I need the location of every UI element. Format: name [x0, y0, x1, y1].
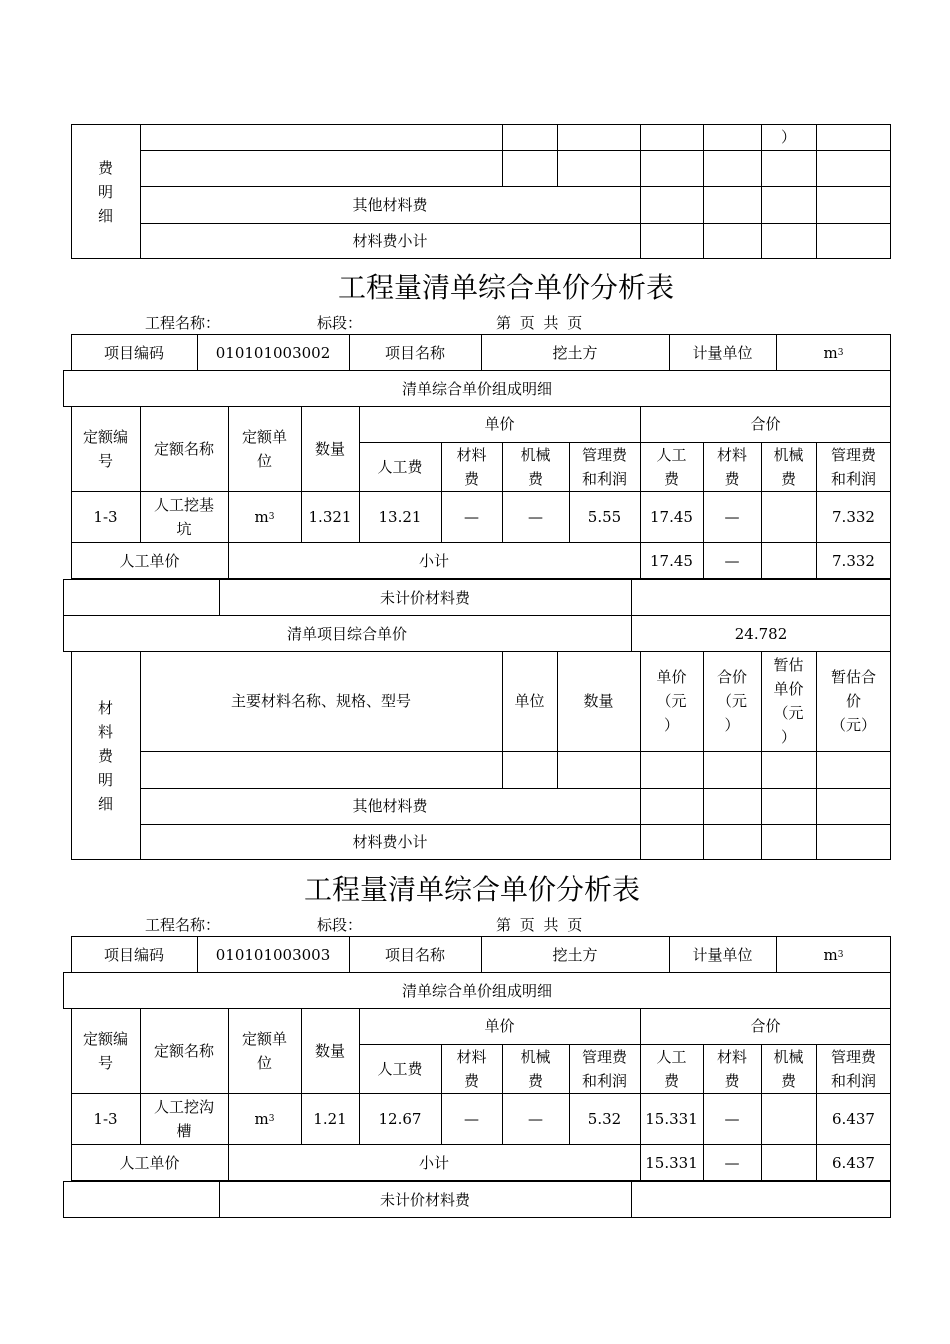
subtotal-label: 小计 [418, 551, 449, 570]
est-unit-price-header: 暂估 单价 （元 ） [773, 656, 804, 746]
row-quota-no: 1-3 [93, 1109, 118, 1128]
row-total-machine [761, 1093, 816, 1144]
unit-price-header: 单价 [484, 1017, 515, 1035]
project-code-value: 010101003002 [215, 343, 331, 362]
row-total-material: — [724, 1109, 740, 1128]
subtotal-machine [761, 542, 816, 579]
row-machine: — [528, 1109, 543, 1128]
subtotal-mgmt: 6.437 [832, 1153, 875, 1172]
total-price-header: 合价 [750, 1017, 781, 1035]
subtotal-machine [761, 1144, 816, 1181]
material-subtotal-label: 材料费小计 [352, 232, 428, 250]
fee-detail-side-label: 费 明 细 [97, 158, 113, 225]
row-labor: 13.21 [378, 507, 422, 526]
total-machine-header: 机械 费 [773, 445, 804, 488]
unpriced-material-label: 未计价材料费 [379, 588, 470, 607]
total-mgmt-header: 管理费 和利润 [830, 1047, 876, 1090]
row-total-machine [761, 491, 816, 542]
project-code-label: 项目编码 [103, 343, 164, 362]
quota-unit-header: 定额单 位 [241, 427, 287, 470]
mgmt-header: 管理费 和利润 [581, 445, 627, 488]
measure-unit-value: m 3 [823, 945, 844, 964]
row-quantity: 1.321 [308, 507, 352, 526]
mgmt-header: 管理费 和利润 [581, 1047, 627, 1090]
row-total-mgmt: 7.332 [832, 507, 875, 526]
machine-header: 机械 费 [520, 445, 551, 488]
subtotal-material: — [724, 551, 740, 570]
mat-unit-header: 单位 [514, 692, 545, 710]
subtotal-labor: 15.331 [645, 1153, 698, 1172]
labor-unit-price-label: 人工单价 [119, 1153, 180, 1172]
project-name-value: 挖土方 [552, 343, 598, 362]
subtotal-material: — [724, 1153, 740, 1172]
unpriced-material-value [631, 1181, 891, 1218]
row-quota-no: 1-3 [93, 507, 118, 526]
quota-no-header: 定额编 号 [82, 1029, 128, 1072]
row-total-labor: 15.331 [645, 1109, 698, 1128]
row-mgmt: 5.55 [587, 507, 622, 526]
row-material: — [464, 507, 479, 526]
material-subtotal-label: 材料费小计 [352, 833, 428, 851]
item-unit-price-value: 24.782 [734, 624, 788, 643]
total-price-header: 合价 [750, 415, 781, 433]
row-total-labor: 17.45 [650, 507, 693, 526]
row-labor: 12.67 [378, 1109, 422, 1128]
subtotal-labor: 17.45 [650, 551, 693, 570]
item-unit-price-label: 清单项目综合单价 [286, 624, 407, 643]
row-total-mgmt: 6.437 [832, 1109, 875, 1128]
row-mgmt: 5.32 [587, 1109, 622, 1128]
section-1-project-label: 工程名称： [145, 314, 221, 332]
row-quantity: 1.21 [313, 1109, 347, 1128]
machine-header: 机械 费 [520, 1047, 551, 1090]
main-material-header: 主要材料名称、规格、型号 [230, 692, 411, 710]
composition-detail-title: 清单综合单价组成明细 [401, 981, 552, 1000]
project-name-label: 项目名称 [384, 945, 445, 964]
material-header: 材料 费 [456, 445, 487, 488]
closing-paren: ） [780, 128, 796, 146]
section-1-title: 工程量清单综合单价分析表 [338, 271, 675, 304]
unit-price-header: 单价 [484, 415, 515, 433]
quantity-header: 数量 [314, 1041, 345, 1060]
measure-unit-value: m 3 [823, 343, 844, 362]
row-total-material: — [724, 507, 740, 526]
other-material-fee-label: 其他材料费 [352, 195, 428, 214]
quota-name-header: 定额名称 [153, 1041, 214, 1060]
total-material-header: 材料 费 [716, 1047, 747, 1090]
quota-unit-header: 定额单 位 [241, 1029, 287, 1072]
quota-no-header: 定额编 号 [82, 427, 128, 470]
section-1-segment-label: 标段： [317, 314, 363, 332]
project-code-label: 项目编码 [103, 945, 164, 964]
project-code-value: 010101003003 [215, 945, 331, 964]
subtotal-label: 小计 [418, 1153, 449, 1172]
total-labor-header: 人工 费 [656, 445, 687, 488]
unpriced-material-value [631, 579, 891, 616]
est-total-price-header: 暂估合 价 （元） [830, 668, 876, 734]
other-material-fee-label: 其他材料费 [352, 797, 428, 815]
unpriced-material-label: 未计价材料费 [379, 1190, 470, 1209]
total-machine-header: 机械 费 [773, 1047, 804, 1090]
row-quota-unit: m 3 [254, 1109, 275, 1128]
measure-unit-label: 计量单位 [692, 343, 753, 362]
section-2-segment-label: 标段： [317, 916, 363, 934]
material-detail-side-label: 材 料 费 明 细 [97, 698, 113, 813]
labor-header: 人工费 [377, 1059, 423, 1078]
subtotal-mgmt: 7.332 [832, 551, 875, 570]
row-quota-name: 人工挖沟 槽 [153, 1097, 214, 1140]
row-quota-unit: m 3 [254, 507, 275, 526]
section-2-title: 工程量清单综合单价分析表 [304, 873, 641, 906]
measure-unit-label: 计量单位 [692, 945, 753, 964]
quantity-header: 数量 [314, 439, 345, 458]
quota-name-header: 定额名称 [153, 439, 214, 458]
section-2-pages-label: 第 页 共 页 [496, 916, 583, 934]
labor-header: 人工费 [377, 457, 423, 476]
mat-quantity-header: 数量 [583, 692, 614, 710]
material-header: 材料 费 [456, 1047, 487, 1090]
row-machine: — [528, 507, 543, 526]
total-labor-header: 人工 费 [656, 1047, 687, 1090]
section-1-pages-label: 第 页 共 页 [496, 314, 583, 332]
project-name-label: 项目名称 [384, 343, 445, 362]
mat-unit-price-header: 单价 （元 ） [656, 668, 687, 734]
mat-total-price-header: 合价 （元 ） [716, 668, 747, 734]
project-name-value: 挖土方 [552, 945, 598, 964]
labor-unit-price-label: 人工单价 [119, 551, 180, 570]
composition-detail-title: 清单综合单价组成明细 [401, 379, 552, 398]
total-mgmt-header: 管理费 和利润 [830, 445, 876, 488]
row-material: — [464, 1109, 479, 1128]
total-material-header: 材料 费 [716, 445, 747, 488]
section-2-project-label: 工程名称： [145, 916, 221, 934]
row-quota-name: 人工挖基 坑 [153, 495, 214, 538]
